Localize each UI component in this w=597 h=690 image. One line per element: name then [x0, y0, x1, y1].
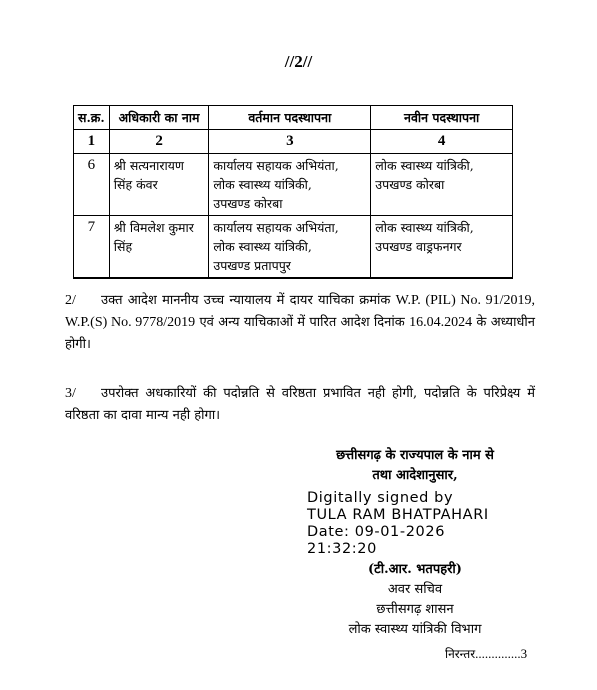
officer-name-line: सिंह	[113, 239, 133, 254]
signatory-designation: अवर सचिव	[387, 582, 443, 597]
row-serial: 7	[74, 216, 110, 279]
current-posting-line: उपखण्ड प्रतापपुर	[213, 258, 291, 273]
column-number-row	[74, 130, 513, 154]
paragraph-text: एवं अन्य याचिकाओं में पारित आदेश दिनांक	[199, 315, 405, 330]
header-new-posting: नवीन पदस्थापना	[371, 106, 513, 130]
paragraph-text: उपरोक्त अधकारियों की पदोन्नति से वरिष्ठता प्रभावित नही होगी, पदोन्नति के परिप्रेक्ष्य में वरिष्ठता का दावा मान्य नही होगा।	[65, 386, 535, 423]
signatory-name: (टी.आर. भतपहरी)	[368, 562, 462, 577]
signatory-block	[320, 560, 510, 640]
digital-signature-time: 21:32:20	[307, 541, 377, 557]
new-posting-line: उपखण्ड वाड्रफनगर	[375, 239, 462, 254]
paragraph-3	[65, 383, 535, 427]
signatory-department: लोक स्वास्थ्य यांत्रिकी विभाग	[348, 622, 482, 637]
digital-signature-signer: TULA RAM BHATPAHARI	[307, 507, 489, 523]
page-number: //2//	[284, 52, 313, 71]
officer-name-line: श्री विमलेश कुमार	[113, 220, 194, 235]
column-number: 2	[109, 130, 209, 154]
signatory-government: छत्तीसगढ़ शासन	[376, 602, 454, 617]
officer-name-line: सिंह कंवर	[113, 177, 158, 192]
current-posting-line: कार्यालय सहायक अभियंता,	[213, 158, 339, 173]
digital-signature-date: Date: 09-01-2026	[307, 524, 446, 540]
petition-numbers: W.P. (PIL) No. 91/2019, W.P.(S) No. 9778/2019	[65, 293, 535, 330]
digital-signature	[307, 490, 489, 558]
current-posting-line: उपखण्ड कोरबा	[213, 196, 283, 211]
continued-dots: ..............3	[475, 646, 528, 661]
paragraph-2	[65, 290, 535, 356]
authority-block	[310, 446, 520, 486]
paragraph-marker: 2/	[65, 293, 76, 308]
table-row	[74, 154, 513, 216]
header-officer-name: अधिकारी का नाम	[109, 106, 209, 130]
new-posting-line: लोक स्वास्थ्य यांत्रिकी,	[375, 220, 474, 235]
new-posting-line: उपखण्ड कोरबा	[375, 177, 445, 192]
table-header-row	[74, 106, 513, 130]
order-date: 16.04.2024	[409, 315, 473, 330]
authority-line: छत्तीसगढ़ के राज्यपाल के नाम से	[336, 448, 494, 463]
table-row	[74, 216, 513, 279]
authority-line: तथा आदेशानुसार,	[372, 468, 458, 483]
paragraph-text: के अध्याधीन होगी।	[65, 315, 536, 352]
officer-transfer-table	[73, 105, 513, 279]
column-number: 4	[371, 130, 513, 154]
new-posting	[371, 154, 513, 216]
continued-footer	[445, 645, 527, 662]
new-posting-line: लोक स्वास्थ्य यांत्रिकी,	[375, 158, 474, 173]
row-serial: 6	[74, 154, 110, 216]
paragraph-marker: 3/	[65, 386, 76, 401]
current-posting-line: कार्यालय सहायक अभियंता,	[213, 220, 339, 235]
current-posting	[209, 154, 371, 216]
officer-name	[109, 154, 209, 216]
header-serial: स.क्र.	[74, 106, 110, 130]
continued-label: निरन्तर	[445, 647, 476, 661]
digital-signature-line: Digitally signed by	[307, 490, 454, 506]
new-posting	[371, 216, 513, 279]
current-posting	[209, 216, 371, 279]
officer-name	[109, 216, 209, 279]
column-number: 3	[209, 130, 371, 154]
header-current-posting: वर्तमान पदस्थापना	[209, 106, 371, 130]
officer-name-line: श्री सत्यनारायण	[113, 158, 184, 173]
current-posting-line: लोक स्वास्थ्य यांत्रिकी,	[213, 177, 312, 192]
paragraph-text: उक्त आदेश माननीय उच्च न्यायालय में दायर याचिका क्रमांक	[101, 293, 391, 308]
column-number: 1	[74, 130, 110, 154]
current-posting-line: लोक स्वास्थ्य यांत्रिकी,	[213, 239, 312, 254]
